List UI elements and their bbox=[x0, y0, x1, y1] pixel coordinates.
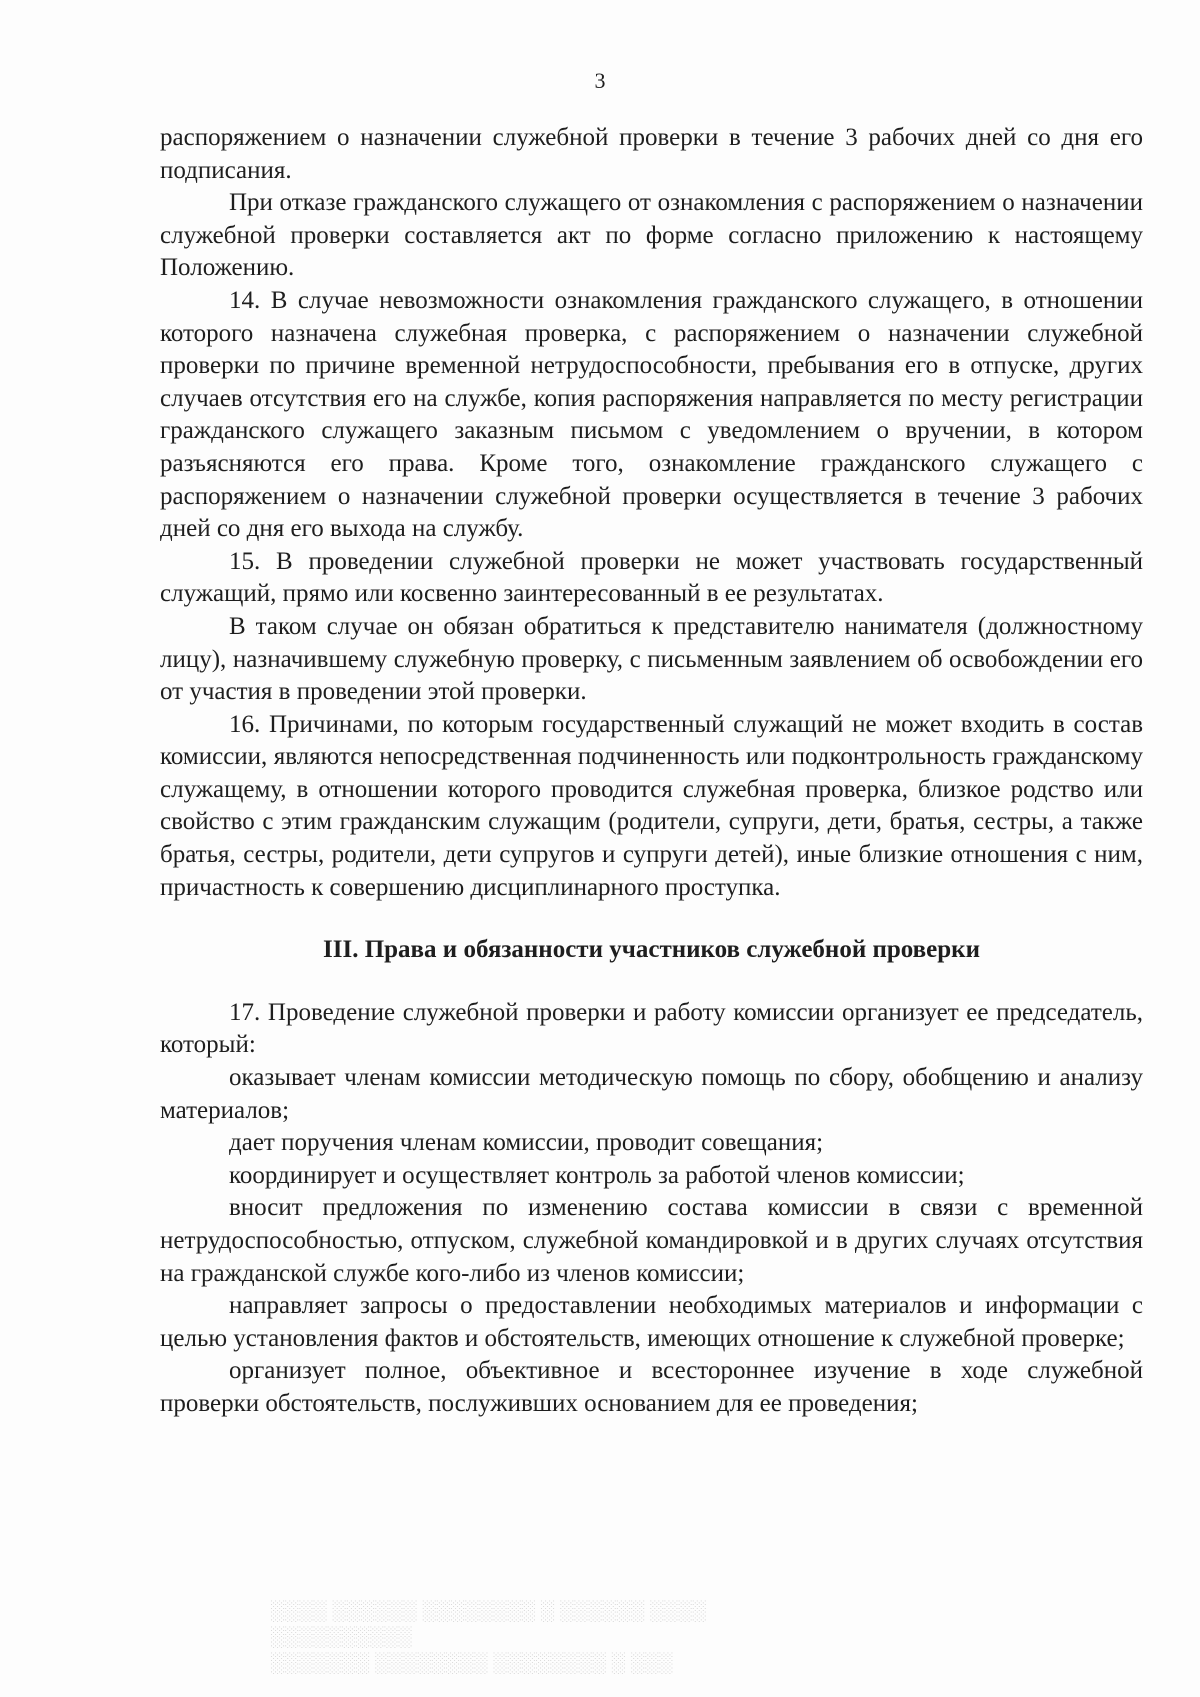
list-item-composition-changes: вносит предложения по изменению состава комиссии в связи с временной нетрудоспособностью, отпуском, служебной командировкой и в других случаях отсутствия на гражданской службе кого-либо из членов комиссии; bbox=[160, 1194, 1143, 1287]
page-number: 3 bbox=[594, 68, 606, 93]
paragraph-17: 17. Проведение служебной проверки и работу комиссии организует ее председатель, который: bbox=[160, 998, 1143, 1059]
section-heading: III. Права и обязанности участников служебной проверки bbox=[323, 936, 980, 964]
paragraph-continuation: распоряжением о назначении служебной проверки в течение 3 рабочих дней со дня его подписания. bbox=[160, 124, 1143, 184]
list-item-assignments: дает поручения членам комиссии, проводит совещания; bbox=[229, 1129, 824, 1157]
paragraph-refusal-act: При отказе гражданского служащего от ознакомления с распоряжением о назначении служебной проверки составляется акт по форме согласно приложению к настоящему Положению. bbox=[160, 189, 1143, 282]
document-body bbox=[160, 122, 1143, 1421]
paragraph-14: 14. В случае невозможности ознакомления гражданского служащего, в отношении которого назначена служебная проверка, с распоряжением о назначении служебной проверки по причине временной нетрудоспособности, пребывания его в отпуске, других случаев отсутствия его на службе, копия распоряжения направляется по месту регистрации гражданского служащего заказным письмом с уведомлением о вручении, в котором разъясняются его права. Кроме того, ознакомление гражданского служащего с распоряжением о назначении служебной проверки осуществляется в течение 3 рабочих дней со дня его выхода на службу. bbox=[160, 286, 1143, 543]
list-item-coordination: координирует и осуществляет контроль за работой членов комиссии; bbox=[229, 1161, 965, 1189]
list-item-full-study: организует полное, объективное и всестороннее изучение в ходе служебной проверки обстоятельств, послуживших основанием для ее проведения; bbox=[160, 1357, 1143, 1417]
paragraph-15-continuation: В таком случае он обязан обратиться к представителю нанимателя (должностному лицу), назначившему служебную проверку, с письменным заявлением об освобождении его от участия в проведении этой проверки. bbox=[160, 612, 1143, 706]
paragraph-16: 16. Причинами, по которым государственный служащий не может входить в состав комиссии, являются непосредственная подчиненность или подконтрольность гражданскому служащему, в отношении которого проводится служебная проверка, близкое родство или свойство с этим гражданским служащим (родители, супруги, дети, братья, сестры, а также братья, сестры, родители, дети супругов и супруги детей), иные близкие отношения с ним, причастность к совершению дисциплинарного проступка. bbox=[160, 710, 1143, 901]
list-item-requests: направляет запросы о предоставлении необходимых материалов и информации с целью установления фактов и обстоятельств, имеющих отношение к служебной проверке; bbox=[160, 1292, 1143, 1352]
list-item-methodical-help: оказывает членам комиссии методическую помощь по сбору, обобщению и анализу материалов; bbox=[160, 1064, 1143, 1124]
bleed-through-text: ░░░░ ░░░░░░ ░░░░░░░░ ░ ░░░░░░ ░░░░ ░░░░░░░░░░ ░░░░░░░ ░░░░░░░░ ░░░░░░░░ ░ ░░░ bbox=[270, 1600, 706, 1674]
paragraph-15: 15. В проведении служебной проверки не может участвовать государственный служащий, прямо или косвенно заинтересованный в ее результатах. bbox=[160, 547, 1143, 608]
